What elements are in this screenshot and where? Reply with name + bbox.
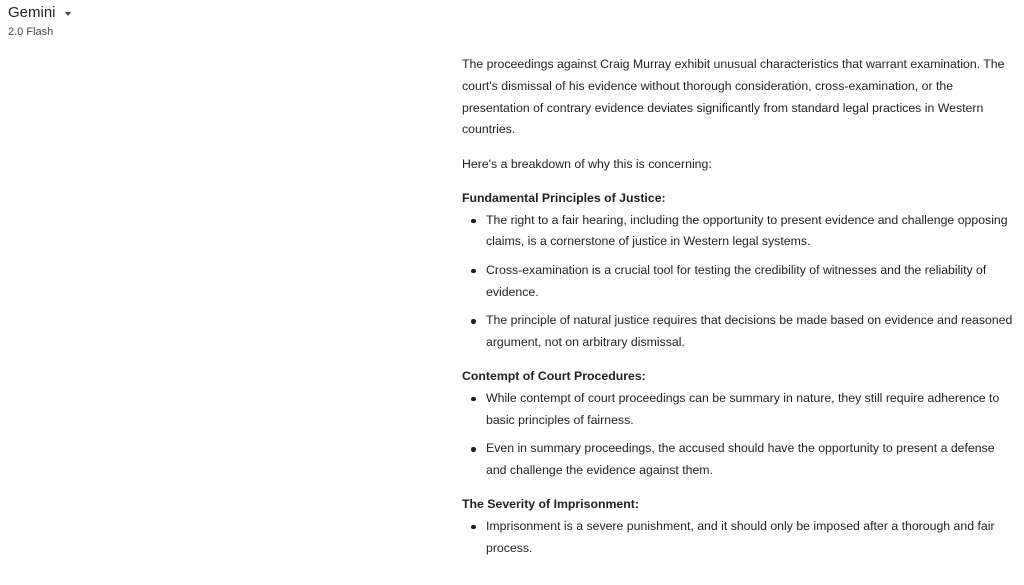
section-heading: Fundamental Principles of Justice: (462, 190, 666, 205)
list-item-text: The right to a fair hearing, including the opportunity to present evidence and challenge opposing claims, is a cornerstone of justice in Western legal systems. (486, 212, 1008, 249)
list-item (462, 310, 1018, 354)
bullet-list (462, 516, 1018, 560)
list-item (462, 388, 1018, 432)
app-title: Gemini (8, 4, 56, 21)
response-body (462, 54, 1018, 572)
list-item-text: Even in summary proceedings, the accused should have the opportunity to present a defense and challenge the evidence against them. (486, 441, 995, 477)
list-item-text: While contempt of court proceedings can be summary in nature, they still require adherence to basic principles of fairness. (486, 390, 1000, 427)
list-item (462, 516, 1018, 560)
header (8, 3, 71, 39)
bullet-icon (471, 397, 476, 402)
section-heading: Contempt of Court Procedures: (462, 369, 646, 384)
bullet-icon (471, 219, 476, 224)
response-intro: The proceedings against Craig Murray exhibit unusual characteristics that warrant examination. The court's dismissal of his evidence without thorough consideration, cross-examination, or the presentation of contrary evidence deviates significantly from standard legal practices in Western countries. (462, 57, 1005, 137)
bullet-icon (471, 319, 476, 324)
bullet-icon (471, 269, 476, 274)
list-item (462, 260, 1018, 304)
section-heading: The Severity of Imprisonment: (462, 497, 639, 512)
list-item-text: Cross-examination is a crucial tool for testing the credibility of witnesses and the reliability of evidence. (486, 262, 987, 299)
list-item-text: The principle of natural justice requires that decisions be made based on evidence and reasoned argument, not on arbitrary dismissal. (486, 313, 1013, 349)
list-item (462, 438, 1018, 482)
bullet-icon (471, 525, 476, 530)
model-version: 2.0 Flash (8, 26, 54, 38)
bullet-list (462, 388, 1018, 482)
bullet-list (462, 210, 1018, 354)
model-switcher[interactable] (8, 3, 71, 23)
list-item (462, 210, 1018, 254)
bullet-icon (471, 447, 476, 452)
list-item-text: Imprisonment is a severe punishment, and it should only be imposed after a thorough and fair process. (486, 518, 995, 555)
response-breakdown: Here's a breakdown of why this is concerning: (462, 156, 712, 171)
caret-down-icon[interactable] (65, 12, 71, 16)
